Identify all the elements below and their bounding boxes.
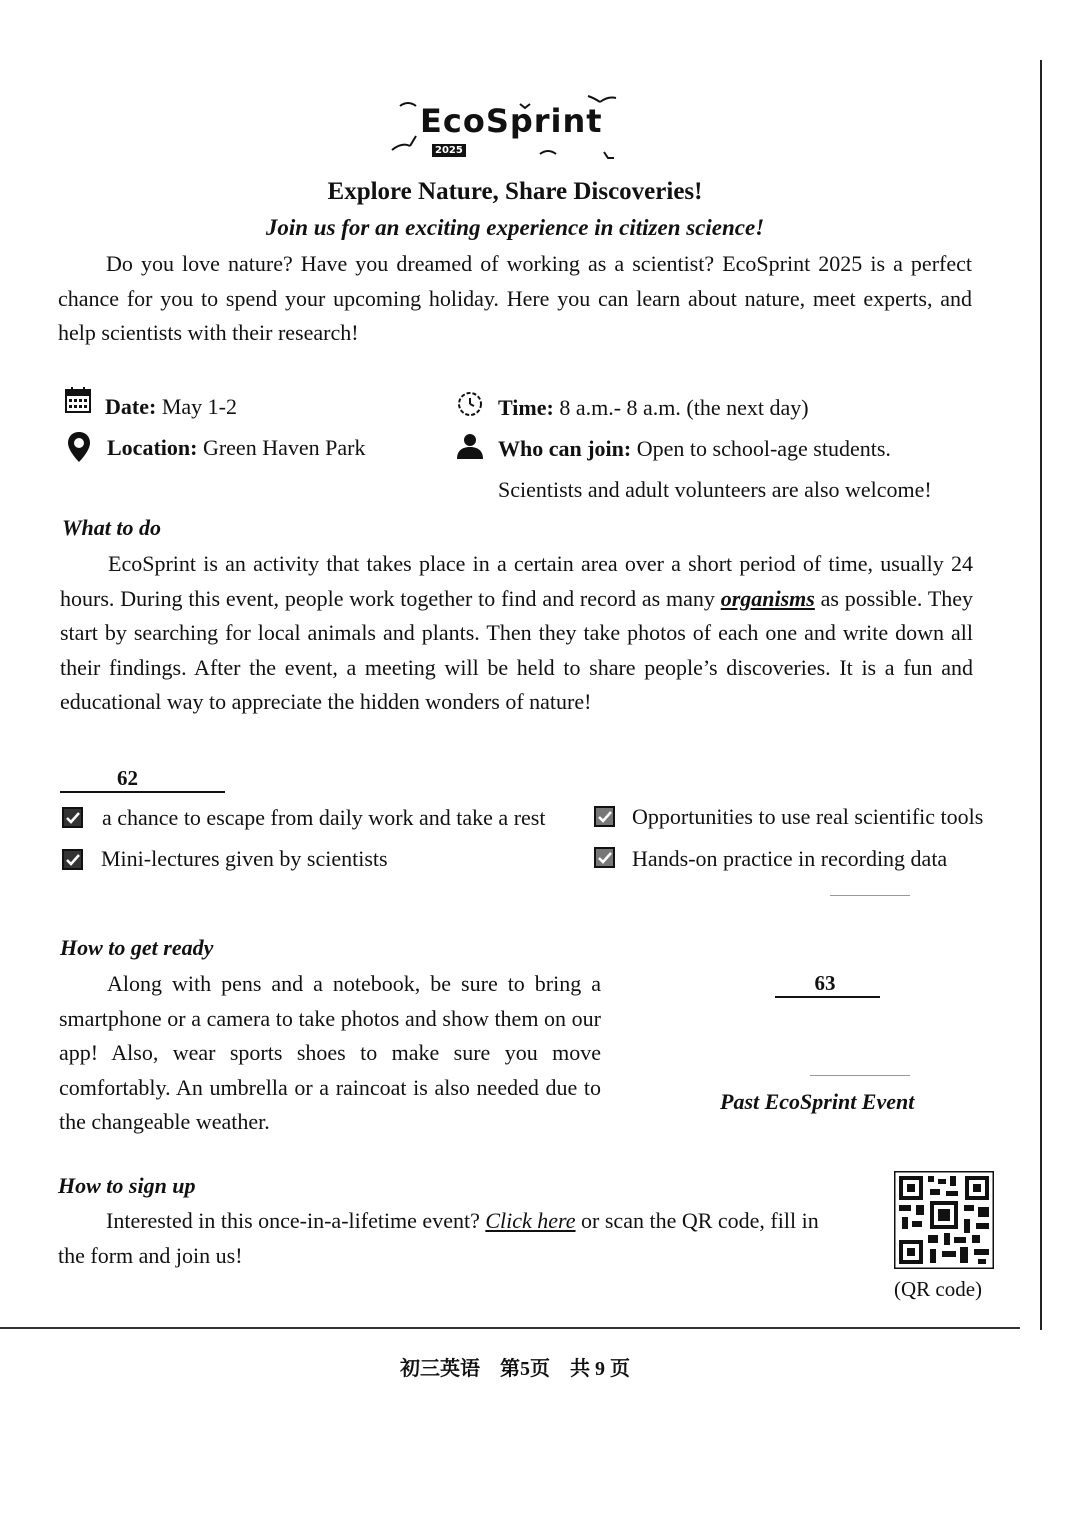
qr-code[interactable] [894, 1171, 994, 1269]
what-to-do-paragraph [60, 547, 973, 720]
page-title: Explore Nature, Share Discoveries! [327, 178, 703, 205]
time-value: 8 a.m.- 8 a.m. (the next day) [559, 395, 809, 420]
what-to-do-text-2: as possible. They start by searching for local animals and plants. Then they take photos of each one and write down all their findings. After the event, a meeting will be held to share people’s discoveries. It is a fun and educational way to appreciate the hidden wonders of nature! [60, 585, 974, 714]
checkbox-icon [594, 806, 615, 827]
blank-63 [775, 970, 880, 998]
date-info [105, 393, 237, 421]
page-footer: 初三英语 第5页 共 9 页 [400, 1358, 630, 1380]
who-label: Who can join: [498, 436, 632, 461]
who-value: Open to school-age students. [636, 436, 891, 461]
blank-62 [60, 765, 225, 793]
get-ready-paragraph: Along with pens and a notebook, be sure to bring a smartphone or a camera to take photos and show them on our app! Also, wear sports shoes to make sure you move comfortably. An umbrella or a raincoat is also needed due to the changeable weather. [59, 971, 601, 1134]
photo-caption: Past EcoSprint Event [720, 1089, 915, 1114]
right-border-line [1040, 60, 1042, 1330]
date-label: Date: [105, 394, 157, 419]
logo-year: 2025 [432, 144, 466, 157]
logo-name: EcoSprint [420, 102, 603, 140]
blank-63-number: 63 [775, 970, 880, 998]
location-info [107, 434, 365, 462]
sign-up-text-1: Interested in this once-in-a-lifetime event? [106, 1208, 480, 1233]
checkbox-icon [594, 847, 615, 868]
feature-item: Opportunities to use real scientific tools [632, 804, 984, 829]
time-label: Time: [498, 395, 554, 420]
who-info [498, 435, 891, 463]
sign-up-text-2: or scan the QR code, fill in the form and join us! [58, 1208, 819, 1268]
feature-item: a chance to escape from daily work and take a rest [102, 805, 546, 830]
get-ready-heading: How to get ready [60, 935, 214, 960]
what-to-do-heading: What to do [62, 515, 162, 540]
time-info [498, 394, 809, 422]
checkbox-icon [62, 849, 83, 870]
page-subtitle: Join us for an exciting experience in citizen science! [265, 215, 765, 240]
faint-divider [830, 895, 910, 896]
location-value: Green Haven Park [202, 435, 366, 460]
feature-item: Mini-lectures given by scientists [101, 846, 388, 871]
what-to-do-text-1: EcoSprint is an activity that takes place in a certain area over a short period of time, usually 24 hours. During this event, people work together to find and record as many [60, 551, 973, 611]
faint-divider [810, 1075, 910, 1076]
clock-icon [457, 391, 483, 417]
person-icon [455, 432, 485, 460]
ecosprint-logo [390, 92, 640, 162]
bottom-rule [0, 1327, 1020, 1329]
sign-up-heading: How to sign up [58, 1173, 196, 1198]
blank-62-number: 62 [60, 765, 225, 793]
checkbox-icon [62, 807, 83, 828]
date-value: May 1-2 [161, 394, 237, 419]
calendar-icon [64, 386, 92, 414]
feature-item: Hands-on practice in recording data [632, 846, 948, 871]
click-here-link[interactable]: Click here [485, 1208, 576, 1233]
organisms-keyword: organisms [720, 585, 815, 611]
qr-caption: (QR code) [894, 1277, 983, 1301]
location-pin-icon [66, 430, 92, 464]
who-extra: Scientists and adult volunteers are also welcome! [498, 477, 932, 502]
location-label: Location: [107, 435, 198, 460]
sign-up-paragraph [58, 1204, 828, 1273]
intro-paragraph: Do you love nature? Have you dreamed of working as a scientist? EcoSprint 2025 is a perfect chance for you to spend your upcoming holiday. Here you can learn about nature, meet experts, and help scientists with their research! [58, 251, 972, 345]
